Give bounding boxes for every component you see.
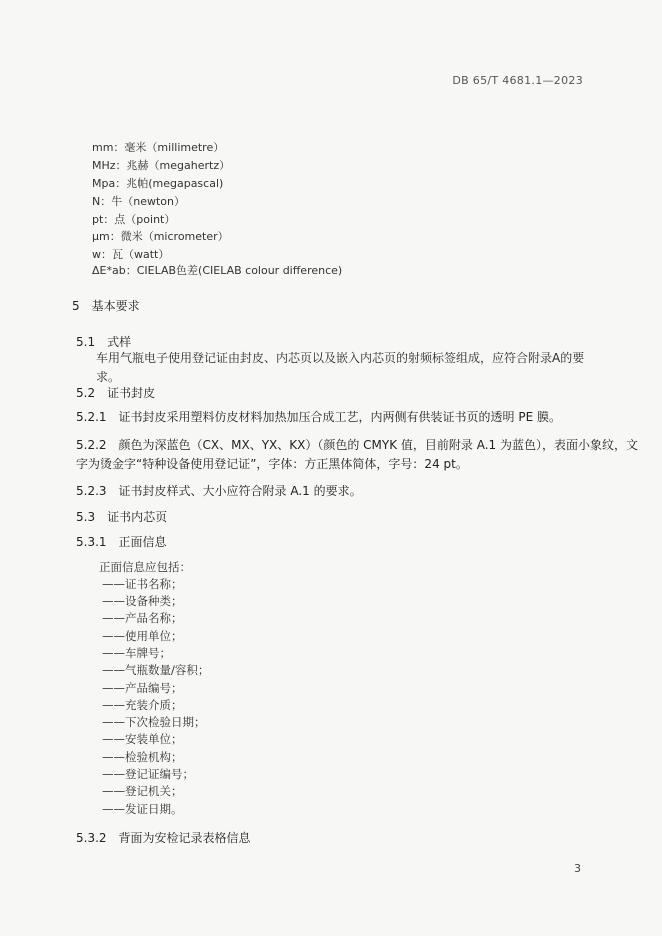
list-item: ——设备种类； <box>102 594 183 608</box>
list-item: ——气瓶数量/容积； <box>102 663 210 677</box>
unit-item-mm: mm：毫米（millimetre） <box>92 141 225 154</box>
unit-item-mhz: MHz：兆赫（megahertz） <box>92 159 231 172</box>
page-number: 3 <box>574 862 581 875</box>
unit-item-um: μm：微米（micrometer） <box>92 230 229 243</box>
list-item: ——产品编号； <box>102 681 183 695</box>
list-item: ——登记机关； <box>102 784 183 798</box>
unit-item-mpa: Mpa：兆帕(megapascal) <box>92 177 224 190</box>
unit-item-w: w：瓦（watt） <box>92 248 170 261</box>
unit-item-pt: pt：点（point） <box>92 213 176 226</box>
section-5-3-1-heading: 5.3.1 正面信息 <box>76 535 167 549</box>
section-5-2-3-text: 5.2.3 证书封皮样式、大小应符合附录 A.1 的要求。 <box>76 484 362 498</box>
list-item: ——使用单位； <box>102 629 183 643</box>
document-code-header: DB 65/T 4681.1—2023 <box>452 74 583 87</box>
section-5-2-1-text: 5.2.1 证书封皮采用塑料仿皮材料加热加压合成工艺，内两侧有供装证书页的透明 PE 膜。 <box>76 410 561 424</box>
list-item: ——发证日期。 <box>102 802 183 816</box>
list-item: ——检验机构； <box>102 750 183 764</box>
front-info-intro: 正面信息应包括： <box>99 560 191 574</box>
list-item: ——产品名称； <box>102 611 183 625</box>
section-5-heading: 5 基本要求 <box>72 299 140 313</box>
list-item: ——充装介质； <box>102 698 183 712</box>
section-5-2-2-line2: 字为烫金字“特种设备使用登记证”，字体：方正黑体简体，字号：24 pt。 <box>76 457 468 471</box>
list-item: ——证书名称； <box>102 577 183 591</box>
section-5-3-heading: 5.3 证书内芯页 <box>76 510 168 524</box>
section-5-1-heading: 5.1 式样 <box>76 335 132 349</box>
section-5-2-2-line1: 5.2.2 颜色为深蓝色（CX、MX、YX、KX）（颜色的 CMYK 值，目前附录 A.1 为蓝色），表面小象纹，文 <box>76 438 638 452</box>
list-item: ——安装单位； <box>102 732 183 746</box>
unit-item-n: N：牛（newton） <box>92 195 185 208</box>
unit-item-delta-e: ΔE*ab：CIELAB色差(CIELAB colour difference) <box>92 264 343 277</box>
list-item: ——下次检验日期； <box>102 715 206 729</box>
section-5-2-heading: 5.2 证书封皮 <box>76 386 156 400</box>
section-5-1-text: 车用气瓶电子使用登记证由封皮、内芯页以及嵌入内芯页的射频标签组成，应符合附录A的要求。 <box>96 351 585 384</box>
list-item: ——车牌号； <box>102 646 171 660</box>
list-item: ——登记证编号； <box>102 767 194 781</box>
section-5-3-2-heading: 5.3.2 背面为安检记录表格信息 <box>76 831 251 845</box>
